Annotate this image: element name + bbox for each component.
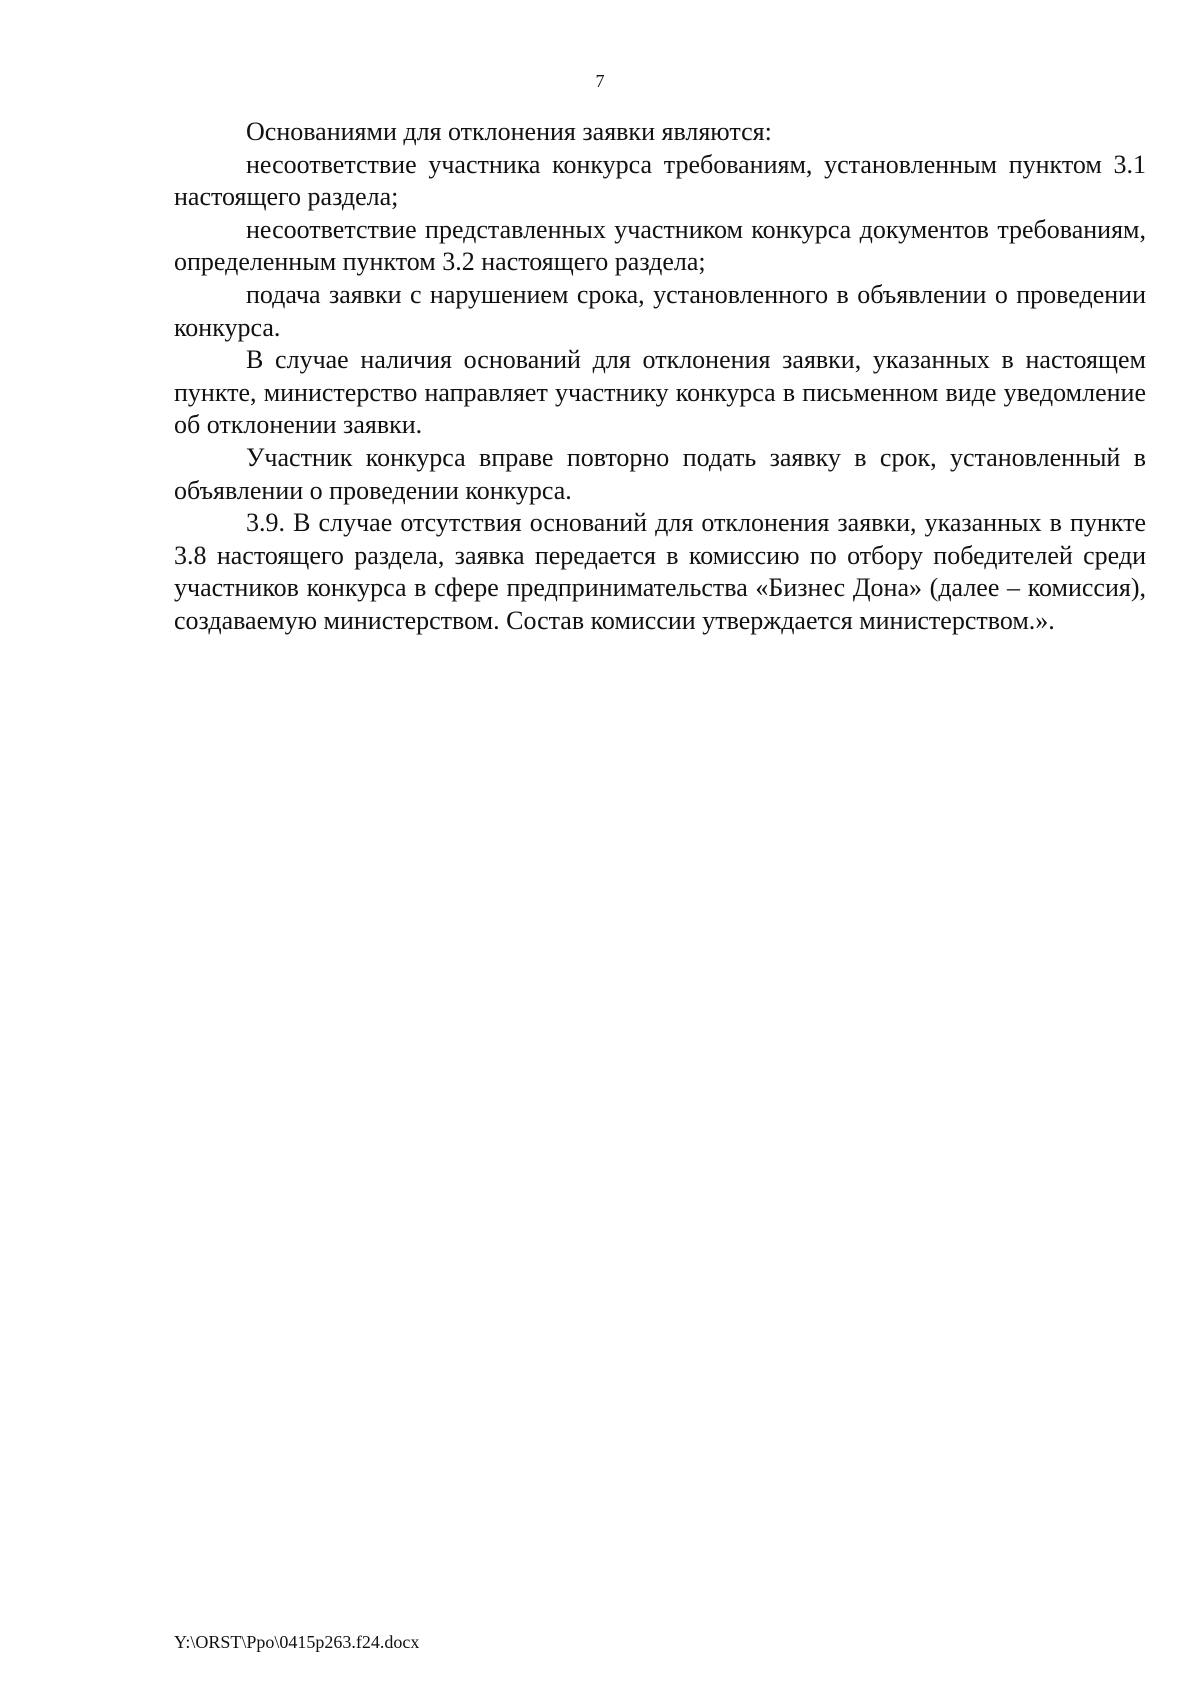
footer-file-path: Y:\ORST\Ppo\0415p263.f24.docx	[174, 1632, 420, 1652]
paragraph-documents-nonconformity: несоответствие представленных участником конкурса документов требованиям, определенным пунктом 3.2 настоящего раздела;	[174, 214, 1146, 277]
paragraph-participant-nonconformity: несоответствие участника конкурса требованиям, установленным пунктом 3.1 настоящего раздела;	[174, 149, 1146, 212]
paragraph-resubmission: Участник конкурса вправе повторно подать заявку в срок, установленный в объявлении о проведении конкурса.	[174, 442, 1146, 505]
page-number: 7	[595, 71, 605, 91]
paragraph-rejection-grounds-intro: Основаниями для отклонения заявки являются:	[246, 117, 772, 146]
document-body	[174, 116, 1146, 638]
paragraph-clause-3-9: 3.9. В случае отсутствия оснований для отклонения заявки, указанных в пункте 3.8 настоящего раздела, заявка передается в комиссию по отбору победителей среди участников конкурса в сфере предпринимательства «Бизнес Дона» (далее – комиссия), создаваемую министерством. Состав комиссии утверждается министерством.».	[174, 508, 1146, 635]
paragraph-deadline-violation: подача заявки с нарушением срока, установленного в объявлении о проведении конкурса.	[174, 279, 1146, 342]
paragraph-rejection-notice: В случае наличия оснований для отклонения заявки, указанных в настоящем пункте, министерство направляет участнику конкурса в письменном виде уведомление об отклонении заявки.	[174, 345, 1146, 440]
